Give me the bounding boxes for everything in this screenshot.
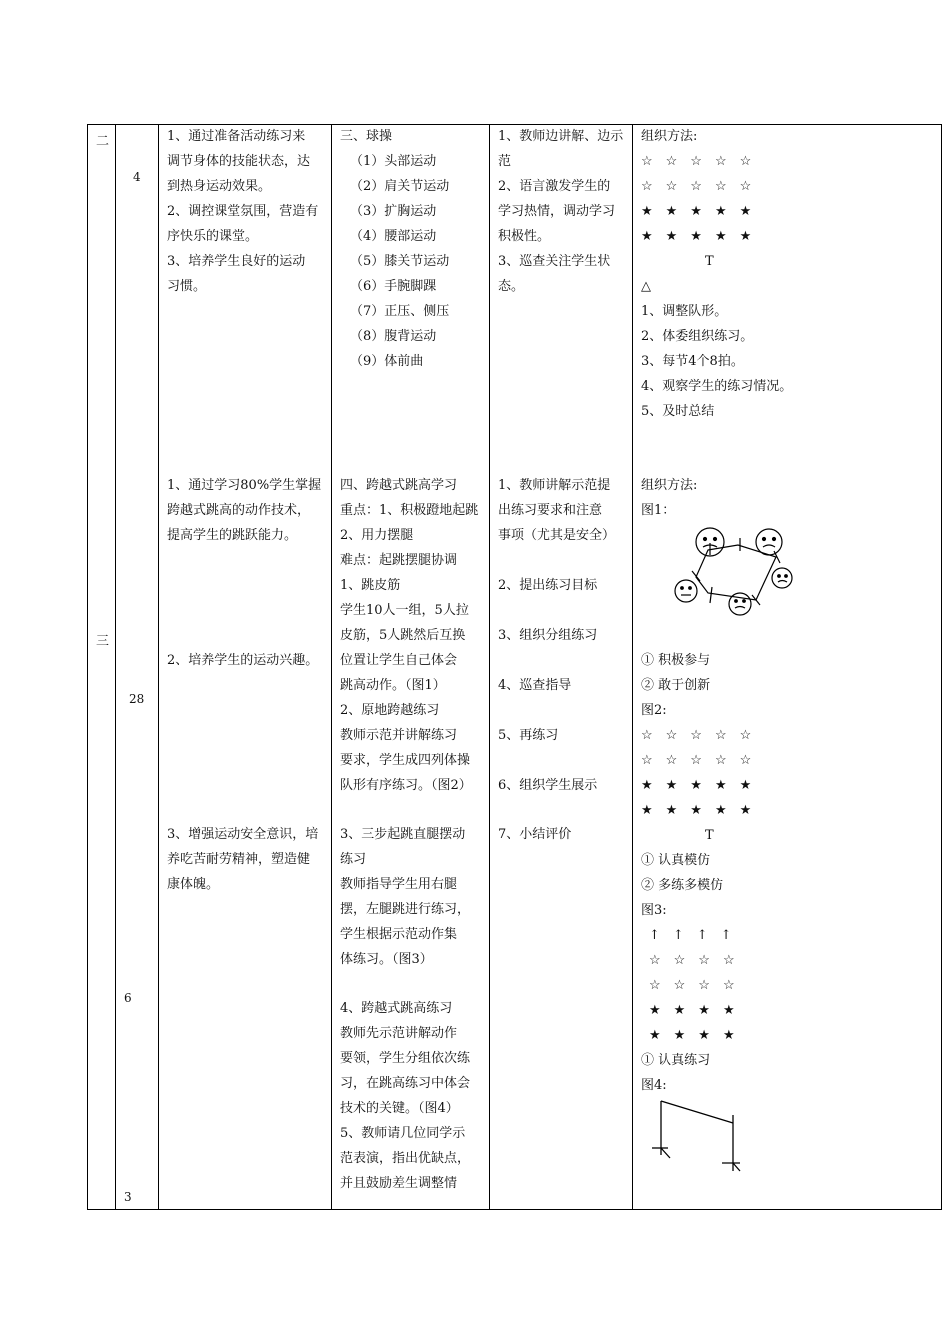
org-note: 1、调整队形。 [641, 304, 728, 319]
organization-cell [641, 648, 751, 1098]
content-line: 体练习。（图3） [340, 952, 433, 967]
organization-cell [641, 124, 792, 424]
figure-1-diagram [668, 525, 808, 615]
org-note: 4、观察学生的练习情况。 [641, 379, 793, 394]
formation-row: ☆ ☆ ☆ ☆ ☆ [641, 154, 752, 169]
teacher-line: 出练习要求和注意 [498, 503, 603, 518]
time-value: 6 [124, 991, 132, 1005]
teacher-line: 6、组织学生展示 [498, 778, 598, 793]
formation-row: ☆ ☆ ☆ ☆ ☆ [641, 728, 752, 743]
goal-line: 2、培养学生的运动兴趣。 [167, 653, 319, 668]
content-line: （8）腹背运动 [350, 329, 437, 344]
teacher-position-mark: T [705, 828, 714, 843]
content-line: 队形有序练习。（图2） [340, 778, 472, 793]
formation-row: ★ ★ ★ ★ ★ [641, 229, 752, 244]
goal-line: 3、增强运动安全意识，培 [167, 827, 319, 842]
formation-row: ☆ ☆ ☆ ☆ [649, 953, 735, 968]
org-note: ① 认真练习 [641, 1053, 711, 1068]
formation-row: ★ ★ ★ ★ ★ [641, 803, 752, 818]
org-note: ② 敢于创新 [641, 678, 711, 693]
org-note: 5、及时总结 [641, 404, 715, 419]
smiley-face-icon [729, 593, 751, 615]
teacher-line: 2、语言激发学生的 [498, 179, 611, 194]
content-line: 学生根据示范动作集 [340, 927, 458, 942]
content-cell [340, 822, 470, 972]
column-divider [632, 125, 633, 1209]
teacher-line: 积极性。 [498, 229, 551, 244]
goal-line: 跨越式跳高的动作技术， [167, 503, 311, 518]
content-line: 技术的关键。（图4） [340, 1101, 459, 1116]
formation-row: ★ ★ ★ ★ [649, 1028, 735, 1043]
content-line: 范表演，指出优缺点， [340, 1151, 471, 1166]
org-title: 组织方法: [641, 129, 698, 144]
time-value: 3 [124, 1190, 132, 1204]
content-line: 5、教师请几位同学示 [340, 1126, 466, 1141]
column-divider [158, 125, 159, 1209]
content-line: 教师示范并讲解练习 [340, 728, 458, 743]
content-line: 3、三步起跳直腿摆动 [340, 827, 466, 842]
time-value: 28 [129, 692, 145, 706]
content-cell [340, 124, 449, 374]
formation-row: ↑ ↑ ↑ ↑ [649, 928, 732, 943]
formation-row: ★ ★ ★ ★ ★ [641, 204, 752, 219]
content-line: （5）膝关节运动 [350, 254, 450, 269]
content-line: （6）手腕脚踝 [350, 279, 437, 294]
goal-line: 到热身运动效果。 [167, 179, 272, 194]
formation-row: ☆ ☆ ☆ ☆ ☆ [641, 179, 752, 194]
content-line: 三、球操 [340, 129, 393, 144]
teacher-line: 1、教师讲解示范提 [498, 478, 611, 493]
goal-line: 序快乐的课堂。 [167, 229, 259, 244]
content-line: （2）肩关节运动 [350, 179, 450, 194]
content-line: （7）正压、侧压 [350, 304, 450, 319]
content-line: 1、跳皮筋 [340, 578, 401, 593]
figure-1-label: 图1： [641, 503, 676, 518]
smiley-face-icon [756, 529, 782, 555]
content-line: 重点：1、积极蹬地起跳 [340, 503, 479, 518]
content-line: 2、用力摆腿 [340, 528, 414, 543]
content-line: （9）体前曲 [350, 354, 424, 369]
teacher-line: 事项（尤其是安全） [498, 528, 616, 543]
org-note: 2、体委组织练习。 [641, 329, 754, 344]
goals-cell [167, 473, 321, 548]
org-note: ② 多练多模仿 [641, 878, 724, 893]
column-divider [115, 125, 116, 1209]
content-line: （4）腰部运动 [350, 229, 437, 244]
section-label-2: 二 [96, 134, 110, 149]
teacher-line: 4、巡查指导 [498, 678, 572, 693]
org-note: ① 认真模仿 [641, 853, 711, 868]
section-label-3: 三 [96, 634, 110, 649]
content-line: 难点：起跳摆腿协调 [340, 553, 458, 568]
teacher-line: 7、小结评价 [498, 827, 572, 842]
formation-row: ★ ★ ★ ★ [649, 1003, 735, 1018]
goal-line: 1、通过学习80%学生掌握 [167, 478, 322, 493]
figure-4-label: 图4: [641, 1078, 667, 1093]
content-cell [340, 473, 478, 798]
teacher-line: 1、教师边讲解、边示 [498, 129, 624, 144]
content-line: 4、跨越式跳高练习 [340, 1001, 453, 1016]
org-title: 组织方法: [641, 478, 698, 493]
teacher-line: 范 [498, 154, 512, 169]
content-line: 皮筋，5人跳然后互换 [340, 628, 466, 643]
goal-line: 3、培养学生良好的运动 [167, 254, 306, 269]
content-line: 学生10人一组，5人拉 [340, 603, 469, 618]
content-line: 四、跨越式跳高学习 [340, 478, 458, 493]
teacher-line: 2、提出练习目标 [498, 578, 598, 593]
smiley-face-icon [772, 568, 792, 588]
formation-row: ☆ ☆ ☆ ☆ [649, 978, 735, 993]
teacher-line: 3、巡查关注学生状 [498, 254, 611, 269]
time-value: 4 [133, 170, 141, 184]
goal-line: 养吃苦耐劳精神，塑造健 [167, 852, 311, 867]
goal-line: 提高学生的跳跃能力。 [167, 528, 298, 543]
goal-line: 2、调控课堂氛围，营造有 [167, 204, 319, 219]
teacher-line: 态。 [498, 279, 525, 294]
content-line: （1）头部运动 [350, 154, 437, 169]
formation-row: ★ ★ ★ ★ ★ [641, 778, 752, 793]
smiley-face-icon [675, 580, 697, 602]
column-divider [331, 125, 332, 1209]
teacher-line: 学习热情，调动学习 [498, 204, 616, 219]
figure-3-label: 图3: [641, 903, 667, 918]
content-line: 位置让学生自己体会 [340, 653, 458, 668]
figure-2-label: 图2: [641, 703, 667, 718]
content-line: 要领，学生分组依次练 [340, 1051, 471, 1066]
figure-4-high-jump-diagram [648, 1093, 748, 1178]
triangle-mark: △ [641, 279, 651, 294]
content-line: 2、原地跨越练习 [340, 703, 440, 718]
goal-line: 康体魄。 [167, 877, 220, 892]
content-line: 跳高动作。（图1） [340, 678, 446, 693]
goal-line: 习惯。 [167, 279, 207, 294]
formation-row: ☆ ☆ ☆ ☆ ☆ [641, 753, 752, 768]
goal-line: 调节身体的技能状态，达 [167, 154, 311, 169]
goal-line: 1、通过准备活动练习来 [167, 129, 306, 144]
content-cell [340, 996, 470, 1196]
content-line: 教师指导学生用右腿 [340, 877, 458, 892]
content-line: 要求，学生成四列体操 [340, 753, 471, 768]
goals-cell [167, 648, 318, 673]
goals-cell [167, 822, 318, 897]
organization-cell [641, 473, 697, 523]
goals-cell [167, 124, 318, 299]
content-line: 摆，左腿跳进行练习， [340, 902, 471, 917]
teacher-line: 3、组织分组练习 [498, 628, 598, 643]
teacher-line: 5、再练习 [498, 728, 559, 743]
content-line: （3）扩胸运动 [350, 204, 437, 219]
content-line: 并且鼓励差生调整情 [340, 1176, 458, 1191]
column-divider [489, 125, 490, 1209]
content-line: 教师先示范讲解动作 [340, 1026, 458, 1041]
content-line: 习，在跳高练习中体会 [340, 1076, 471, 1091]
teacher-position-mark: T [705, 254, 714, 269]
teacher-cell [498, 124, 623, 299]
org-note: ① 积极参与 [641, 653, 711, 668]
content-line: 练习 [340, 852, 367, 867]
org-note: 3、每节4个8拍。 [641, 354, 744, 369]
